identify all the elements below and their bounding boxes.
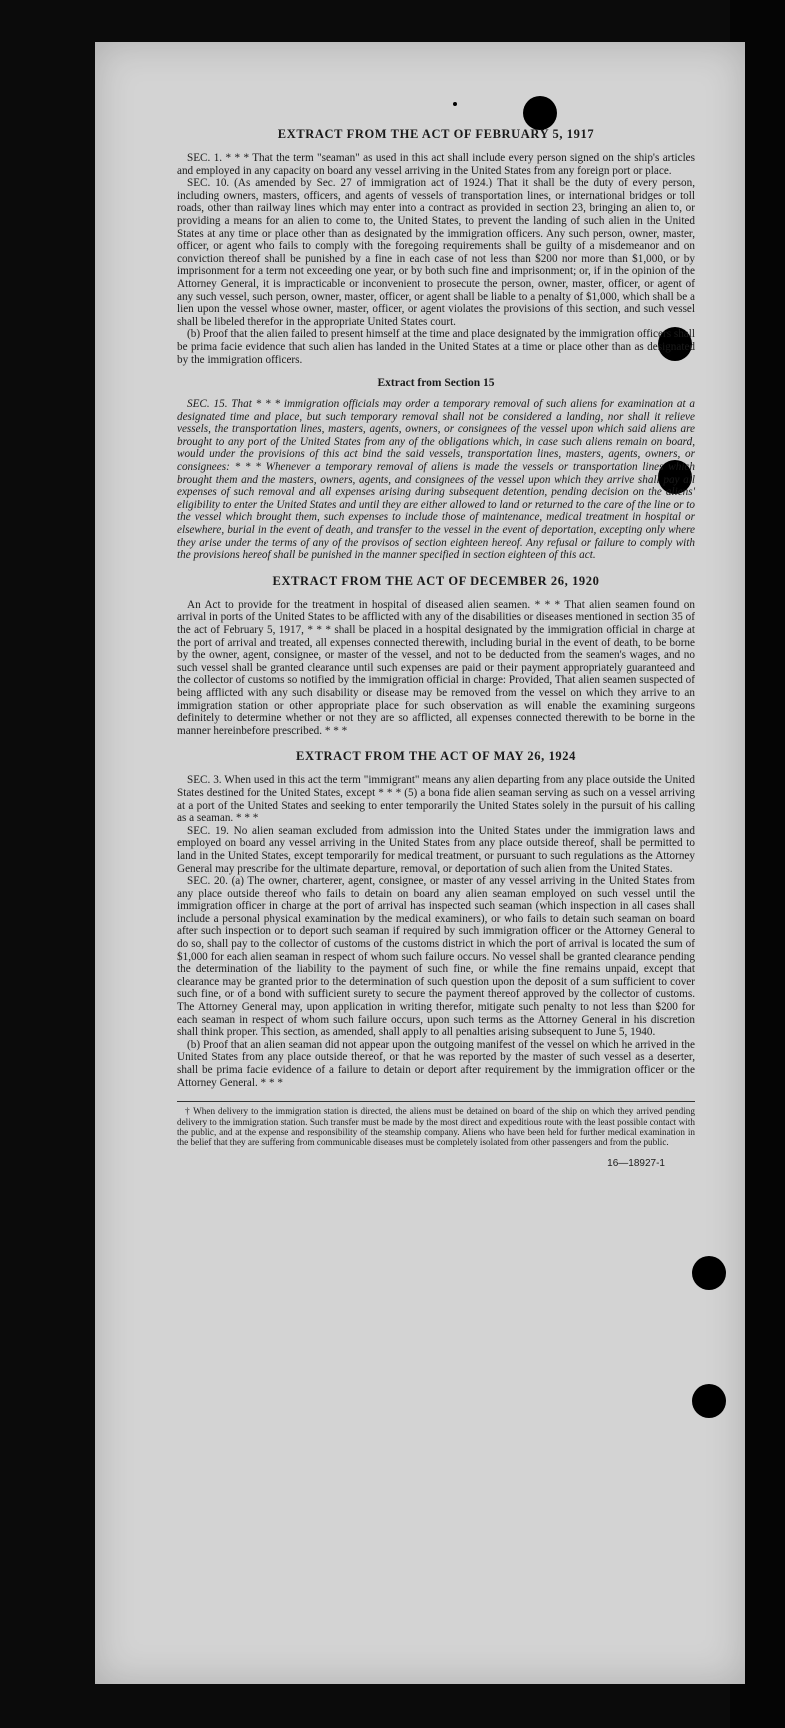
paragraph-1917-sec1: SEC. 1. * * * That the term "seaman" as used in this act shall include every person signed on the ship's articles and employed in any capacity on board any vessel arriving in the United States from any foreign port or place. (177, 152, 695, 177)
punch-hole (523, 96, 557, 130)
heading-section-15: Extract from Section 15 (377, 377, 495, 390)
footnote: † When delivery to the immigration station is directed, the aliens must be detained on board of the ship on which they arrived pending delivery to the immigration station. Such transfer must be made by the most direct and expeditious route with the least possible contact with the public, and at the expense and responsibility of the steamship company. Aliens who have been held for further medical examination in the belief that they are suffering from communicable diseases must be completely isolated from other passengers and from the public. (177, 1106, 695, 1148)
paragraph-1917-sec10: SEC. 10. (As amended by Sec. 27 of immigration act of 1924.) That it shall be the duty of every person, including owners, masters, officers, and agents of vessels of transportation lines, or international bridges or toll roads, other than railway lines which may enter into a contract as provided in section 23, bringing an alien to, or providing a means for an alien to come to, the United States, to prevent the landing of such alien in the United States at any time or place other than as designated by the immigration officers. Any such person, owner, master, officer, or agent who fails to comply with the foregoing requirements shall be guilty of a misdemeanor and on conviction thereof shall be punished by a fine in each case of not less than $200 nor more than $1,000, or by imprisonment for a term not exceeding one year, or by both such fine and imprisonment; or, if in the opinion of the Attorney General, it is impracticable or inconvenient to prosecute the person, owner, master, officer, or agent of any such vessel, such person, owner, master, officer, or agent shall be liable to a penalty of $1,000, which shall be a lien upon the vessel whose owner, master, officer, or agent violates the provisions of this section, and such vessel shall be libeled therefor in the appropriate United States court. (177, 177, 695, 328)
footnote-divider (177, 1101, 695, 1102)
document-content (95, 127, 745, 1169)
heading-act-1917: EXTRACT FROM THE ACT OF FEBRUARY 5, 1917 (277, 127, 595, 141)
form-number: 16—18927-1 (607, 1157, 665, 1169)
paragraph-1924-sec3: SEC. 3. When used in this act the term "immigrant" means any alien departing from any place outside the United States destined for the United States, except * * * (5) a bona fide alien seaman serving as such on a vessel arriving at a port of the United States and seeking to enter temporarily the United States solely in the pursuit of his calling as a seaman. * * * (177, 774, 695, 825)
paragraph-1924-sec20b: (b) Proof that an alien seaman did not appear upon the outgoing manifest of the vessel on which he arrived in the United States from any place outside thereof, or that he was reported by the master of such vessel as a deserter, shall be prima facie evidence of a failure to detain or deport after requirement by the immigration officer or the Attorney General. * * * (177, 1038, 695, 1089)
ink-speck (453, 102, 457, 106)
paragraph-1924-sec19: SEC. 19. No alien seaman excluded from admission into the United States under the immigration laws and employed on board any vessel arriving in the United States from any place outside thereof, shall be permitted to land in the United States, except temporarily for medical treatment, or pursuant to such regulations as the Attorney General may prescribe for the ultimate departure, removal, or deportation of such alien from the United States. (177, 824, 695, 875)
heading-act-1920: EXTRACT FROM THE ACT OF DECEMBER 26, 1920 (272, 573, 600, 588)
paragraph-1924-sec20: SEC. 20. (a) The owner, charterer, agent, consignee, or master of any vessel arriving in the United States from any place outside thereof who fails to detain on board any alien seaman employed on such vessel until the immigration officer in charge at the port of arrival has inspected such seaman (which inspection in all cases shall include a personal physical examination by the medical examiners), or who fails to detain such seaman on board after such inspection or to deport such seaman if required by such immigration officer or the Attorney General to do so, shall pay to the collector of customs of the customs district in which the port of arrival is located the sum of $1,000 for each alien seaman in respect of whom such failure occurs. No vessel shall be granted clearance pending the determination of the liability to the payment of such fine, or while the fine remains unpaid, except that clearance may be granted prior to the determination of such question upon the deposit of a sum sufficient to cover such fine, or of a bond with sufficient surety to secure the payment thereof approved by the collector of customs. The Attorney General may, upon application in writing therefor, mitigate such penalty to not less than $200 for each seaman in respect of whom such failure occurs, upon such terms as the Attorney General in his discretion shall think proper. This section, as amended, shall apply to all penalties arising subsequent to June 5, 1940. (177, 875, 695, 1039)
punch-hole (692, 1384, 726, 1418)
paragraph-1917-sec10b: (b) Proof that the alien failed to present himself at the time and place designated by the immigration officers shall be prima facie evidence that such alien has landed in the United States at a time or place other than as designated by the immigration officers. (177, 328, 695, 366)
paragraph-section-15: SEC. 15. That * * * immigration officials may order a temporary removal of such aliens for examination at a designated time and place, but such temporary removal shall not be considered a landing, nor shall it relieve vessels, the transportation lines, masters, agents, owners, or consignees of the vessel upon which said aliens are brought to any port of the United States from any of the obligations which, in case such aliens remain on board, would under the provisions of this act bind the said vessels, transportation lines, masters, agents, owners, or consignees: * * * Whenever a temporary removal of aliens is made the vessels or transportation lines which brought them and the masters, owners, agents, and consignees of the vessel upon which they arrive shall pay all expenses of such removal and all expenses arising during subsequent detention, pending decision on the aliens' eligibility to enter the United States and until they are either allowed to land or returned to the care of the line or to the vessel which brought them, such expenses to include those of maintenance, medical treatment in hospital or elsewhere, burial in the event of death, and transfer to the vessel in the event of deportation, excepting only where they arise under the terms of any of the provisos of section eighteen hereof. Any refusal or failure to comply with the provisions hereof shall be punished in the manner specified in section eighteen of this act. (177, 398, 695, 562)
punch-hole (692, 1256, 726, 1290)
paragraph-1920: An Act to provide for the treatment in hospital of diseased alien seamen. * * * That alien seamen found on arrival in ports of the United States to be afflicted with any of the disabilities or diseases mentioned in section 35 of the act of February 5, 1917, * * * shall be placed in a hospital designated by the immigration official in charge at the port of arrival and treated, all expenses connected therewith, including burial in the event of death, to be borne by the owner, agent, consignee, or master of the vessel, and not to be deducted from the seamen's wages, and no such vessel shall be granted clearance until such expenses are paid or their payment appropriately guaranteed and the collector of customs so notified by the immigration official in charge: Provided, That alien seamen suspected of being afflicted with any such disability or disease may be removed from the vessel on which they arrive to an immigration station or other appropriate place for such observation as will enable the examining surgeons definitely to determine whether or not they are so afflicted, all expenses connected therewith to be borne in the manner hereinbefore prescribed. * * * (177, 598, 695, 737)
heading-act-1924: EXTRACT FROM THE ACT OF MAY 26, 1924 (296, 749, 576, 764)
document-page (95, 42, 745, 1684)
